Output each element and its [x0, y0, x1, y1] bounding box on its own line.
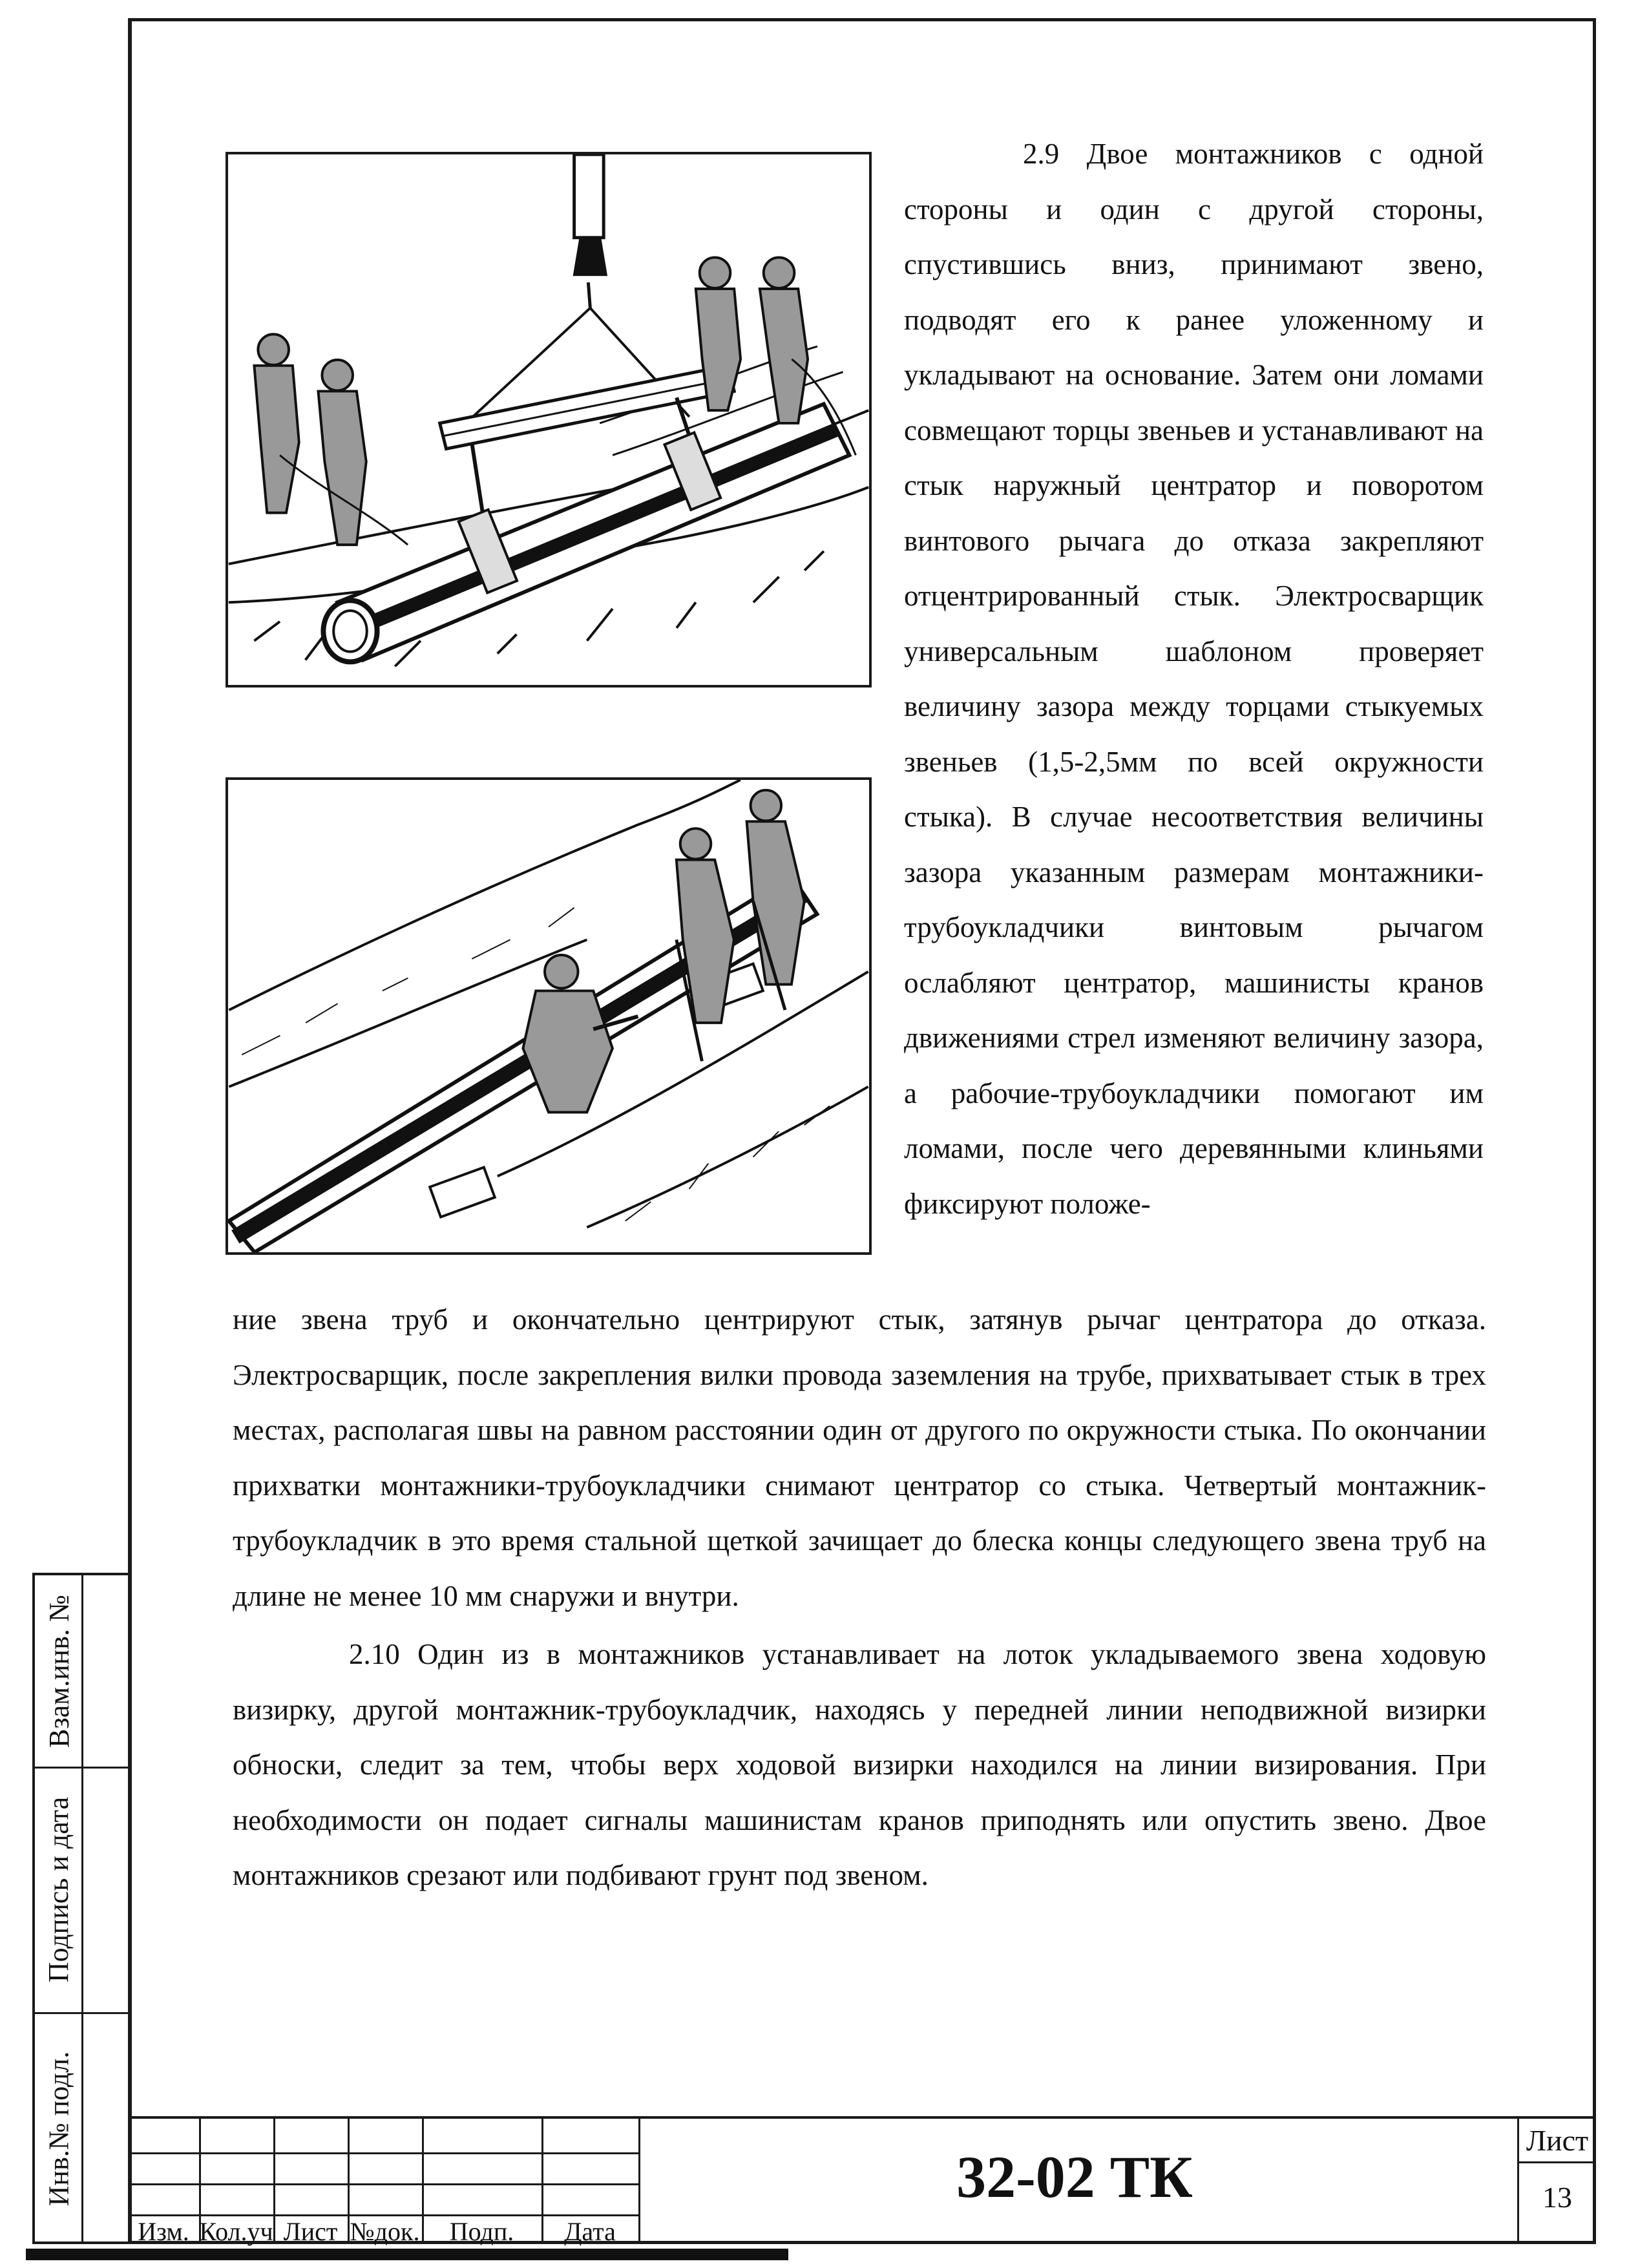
header-ndok: №док.: [350, 2216, 420, 2246]
header-list: Лист: [283, 2216, 338, 2246]
header-izm: Изм.: [138, 2216, 189, 2246]
paragraph-2-9-continued: ние звена труб и окончательно центрируют стык, затянув рычаг центратора до отказа. Электросварщик, после закрепления вилки провода заземления на трубе, прихватывает стык в трех местах, располагая швы на равном расстоянии один от другого по окружности стыка. По окончании прихватки монтажники-трубоукладчики снимают центратор со стыка. Четвертый монтажник-трубоукладчик в это время стальной щеткой зачищает до блеска концы следующего звена труб на длине не менее 10 мм снаружи и внутри.: [233, 1303, 1486, 1612]
pipe-lowering-drawing: [228, 154, 869, 685]
side-label-vzam: Взам.инв. №: [43, 1594, 75, 1748]
side-label-podpis: Подпись и дата: [43, 1796, 75, 1982]
sheet-number: 13: [1542, 2180, 1572, 2214]
side-strip: [32, 1573, 128, 2244]
sheet-label: Лист: [1526, 2123, 1589, 2157]
header-data: Дата: [564, 2216, 616, 2246]
side-label-inv: Инв.№ подл.: [43, 2051, 75, 2206]
paragraph-2-9: 2.9 Двое монтажников с одной стороны и один с другой стороны, спустившись вниз, принимают звено, подводят его к ранее уложенному и укладывают на основание. Затем они ломами совмещают торцы звеньев и устанавливают на стык наружный центратор и поворотом винтового рычага до отказа закрепляют отцентрированный стык. Электросварщик универсальным шаблоном проверяет величину зазора между торцами стыкуемых звеньев (1,5-2,5мм по всей окружности стыка). В случае несоответствия величины зазора указанным размерам монтажники-трубоукладчики винтовым рычагом ослабляют центратор, машинисты кранов движениями стрел изменяют величину зазора, а рабочие-трубоукладчики помогают им ломами, после чего деревянными клиньями фиксируют положе-: [904, 138, 1484, 1220]
paragraph-2-10: 2.10 Один из в монтажников устанавливает на лоток укладываемого звена ходовую визирку, другой монтажник-трубоукладчик, находясь у передней линии неподвижной визирки обноски, следит за тем, чтобы верх ходовой визирки находился на линии визирования. При необходимости он подает сигналы машинистам кранов приподнять или опустить звено. Двое монтажников срезают или подбивают грунт под звеном.: [233, 1638, 1486, 1891]
document-code: 32-02 ТК: [956, 2144, 1193, 2210]
header-podp: Подп.: [449, 2216, 514, 2246]
pipe-alignment-drawing: [228, 780, 869, 1252]
pipe-lowering-illustration: [226, 152, 872, 688]
title-block: [128, 2116, 1596, 2244]
pipe-alignment-illustration: [226, 777, 872, 1255]
header-kol-uch: Кол.уч: [199, 2216, 273, 2246]
scan-artifact-bar: [26, 2249, 788, 2260]
